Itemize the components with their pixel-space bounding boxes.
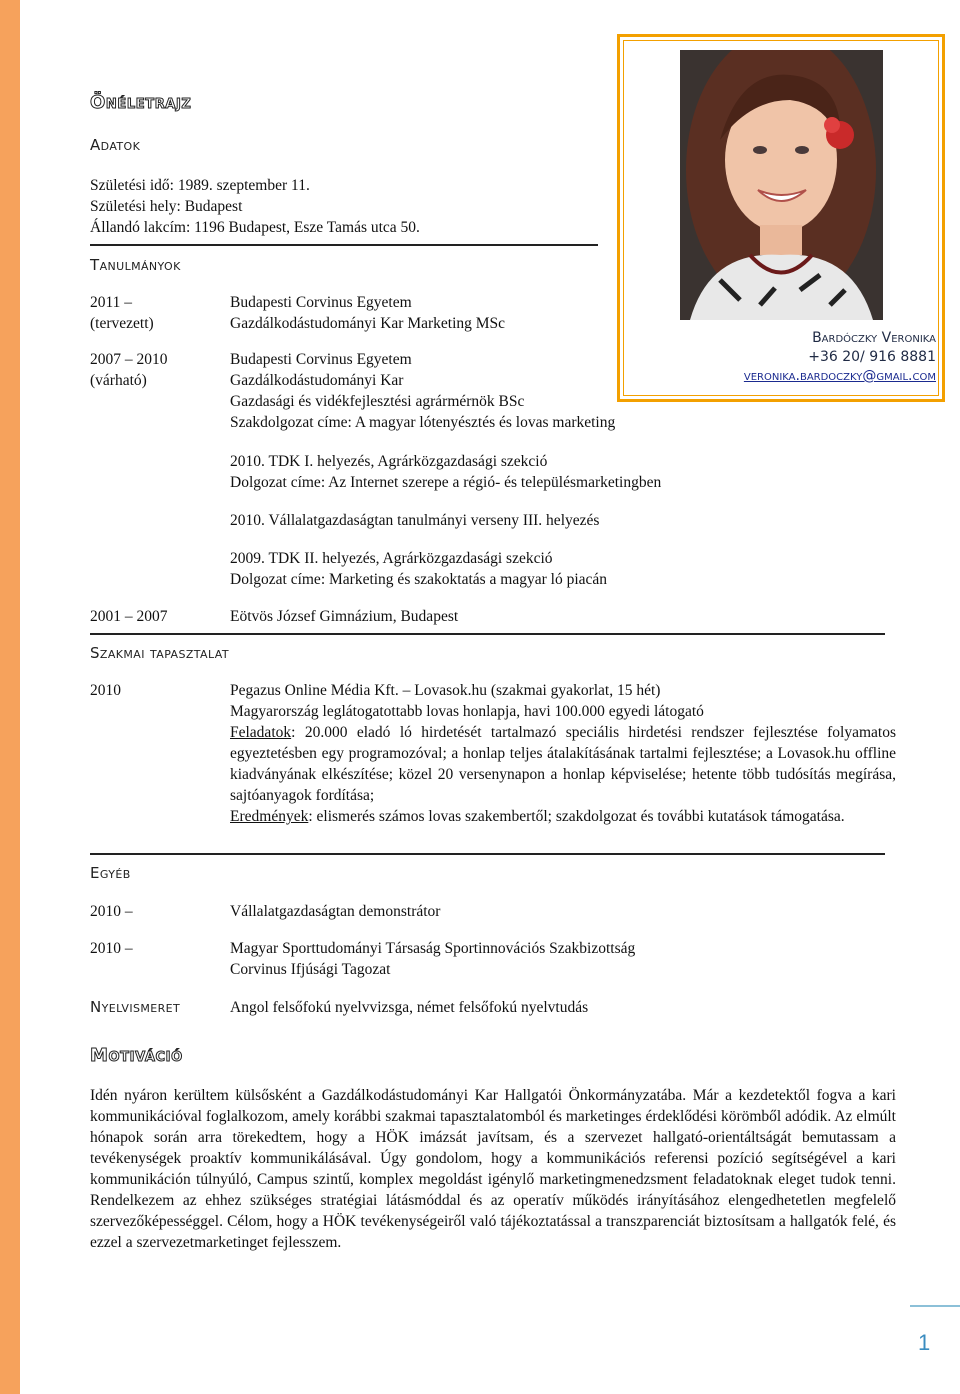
education-2-years [90, 349, 168, 391]
experience-year: 2010 [90, 682, 121, 699]
achievement-text: 2010. TDK I. helyezés, Agrárközgazdasági szekció [230, 453, 548, 470]
year: 2011 – [90, 294, 133, 311]
institution: Budapesti Corvinus Egyetem [230, 294, 412, 311]
divider [90, 244, 598, 246]
education-2 [230, 349, 615, 433]
contact-email[interactable]: veronika.bardoczky@gmail.com [743, 368, 936, 384]
section-heading-tanulmanyok: Tanulmányok [90, 256, 181, 274]
section-heading-szakmai: Szakmai tapasztalat [90, 644, 229, 662]
achievement-paper: Dolgozat címe: Az Internet szerepe a régió- és településmarketingben [230, 474, 662, 491]
year-note: (várható) [90, 372, 147, 389]
section-heading-motivacio: Motiváció [90, 1045, 183, 1066]
faculty: Gazdálkodástudományi Kar [230, 372, 404, 389]
education-1-years [90, 292, 154, 334]
motivation-text: Idén nyáron kerültem külsősként a Gazdálkodástudományi Kar Hallgatói Önkormányzatába. Már a kezdetektől fogva a kari kommunikációval foglalkozom, amely korábbi szakmai tapasztalatomból és marketinges érdeklődési körömből adódik. Az elmúlt hónapok során arra törekedtem, hogy a HÖK imázsát javítsam, és a szervezet hallgató-orientáltságát bemutassam a tevékenységek proaktív kommunikálásával. Úgy gondolom, hogy a kommunikációs referensi pozíció segítségével a kari kommunikáción túlnyúló, Campus szintű, komplex megoldást igénylő marketingmenedzsment feladatoknak eleget tudok tenni. Rendelkezem az ehhez szükséges stratégiai látásmóddal és az operatív működés irányításához elengedhetetlen megfelelő szervezőképességgel. Célom, hogy a HÖK tevékenységeiről való tájékoztatással a transzparenciát biztosítsam a hallgatók felé, és ezzel a szervezetmarketinget fejlesszem. [90, 1087, 896, 1251]
page-number: 1 [918, 1330, 931, 1355]
education-3-year: 2001 – 2007 [90, 608, 168, 625]
results-label: Eredmények [230, 808, 309, 825]
organization: Magyar Sporttudományi Társaság Sportinnovációs Szakbizottság [230, 940, 636, 957]
experience-description: Magyarország leglátogatottabb lovas honlapja, havi 100.000 egyedi látogató [230, 703, 704, 720]
birth-date: Születési idő: 1989. szeptember 11. [90, 177, 310, 194]
tasks-label: Feladatok [230, 724, 292, 741]
portrait-illustration [680, 50, 883, 320]
page-number-rule [910, 1305, 960, 1307]
achievement-1 [230, 451, 661, 493]
languages: Angol felsőfokú nyelvvizsga, német felsőfokú nyelvtudás [230, 999, 589, 1016]
results-text: : elismerés számos lovas szakembertől; szakdolgozat és további kutatások támogatása. [308, 808, 845, 825]
profile-photo [680, 50, 883, 320]
section-heading-nyelv: Nyelvismeret [90, 998, 181, 1016]
achievement-paper: Dolgozat címe: Marketing és szakoktatás a magyar ló piacán [230, 571, 608, 588]
achievement-text: 2010. Vállalatgazdaságtan tanulmányi verseny III. helyezés [230, 512, 600, 529]
divider [90, 853, 885, 855]
other-2 [230, 938, 635, 980]
section-heading-egyeb: Egyéb [90, 864, 131, 882]
other-1: Vállalatgazdaságtan demonstrátor [230, 903, 441, 920]
document-title: Önéletrajz [90, 92, 192, 113]
other-1-year: 2010 – [90, 903, 133, 920]
contact-name: Bardóczky Veronika [812, 330, 936, 346]
experience-results [230, 806, 896, 827]
birth-place: Születési hely: Budapest [90, 198, 243, 215]
experience-details [230, 680, 896, 827]
achievement-2 [230, 510, 599, 531]
year: 2007 – 2010 [90, 351, 168, 368]
organization-sub: Corvinus Ifjúsági Tagozat [230, 961, 391, 978]
other-2-year: 2010 – [90, 940, 133, 957]
institution: Budapesti Corvinus Egyetem [230, 351, 412, 368]
left-accent-bar [0, 0, 20, 1394]
address: Állandó lakcím: 1196 Budapest, Esze Tamás utca 50. [90, 219, 420, 236]
section-heading-adatok: Adatok [90, 136, 141, 154]
experience-tasks [230, 722, 896, 806]
achievement-text: 2009. TDK II. helyezés, Agrárközgazdasági szekció [230, 550, 553, 567]
education-1 [230, 292, 505, 334]
tasks-text: : 20.000 eladó ló hirdetését tartalmazó speciális hirdetési rendszer fejlesztése folyamatos egyeztetésben egy programozóval; a honlap teljes átalakításának tartalmi fejlesztése; a Lovasok.hu offline kiadványának elkészítése; közel 20 versenynapon a honlap képviselése; hetente több tudósítás megírása, sajtóanyagok fordítása; [230, 724, 896, 804]
year-note: (tervezett) [90, 315, 154, 332]
personal-details [90, 175, 420, 238]
thesis-title: Szakdolgozat címe: A magyar lótenyésztés és lovas marketing [230, 414, 616, 431]
achievement-3 [230, 548, 607, 590]
contact-phone: +36 20/ 916 8881 [808, 349, 936, 365]
divider [90, 633, 885, 635]
program: Gazdasági és vidékfejlesztési agrármérnök BSc [230, 393, 525, 410]
program: Gazdálkodástudományi Kar Marketing MSc [230, 315, 506, 332]
education-3: Eötvös József Gimnázium, Budapest [230, 608, 459, 625]
experience-employer: Pegazus Online Média Kft. – Lovasok.hu (szakmai gyakorlat, 15 hét) [230, 682, 661, 699]
